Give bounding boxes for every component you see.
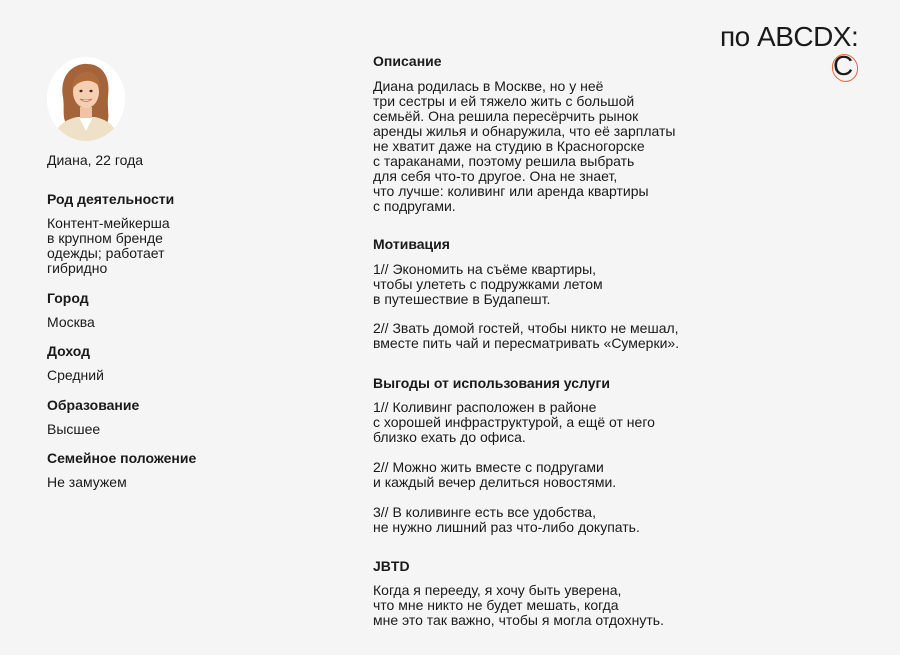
city-value: Москва: [47, 314, 95, 330]
brand-logo: [720, 22, 880, 82]
logo-mark-letter: С: [833, 50, 854, 81]
education-label: Образование: [47, 397, 140, 413]
motivation-item: 2// Звать домой гостей, чтобы никто не мешал, вместе пить чай и пересматривать «Сумерки».: [373, 320, 680, 351]
benefit-item: 1// Коливинг расположен в районе с хорошей инфраструктурой, а ещё от него близко ехать до офиса.: [373, 399, 655, 445]
jbtd-text: Когда я перееду, я хочу быть уверена, что мне никто не будет мешать, когда мне это так важно, чтобы я могла отдохнуть.: [373, 582, 664, 628]
marital-status-value: Не замужем: [47, 474, 127, 490]
occupation-label: Род деятельности: [47, 191, 175, 207]
motivation-title: Мотивация: [373, 236, 450, 252]
logo-mark: [833, 52, 859, 80]
jbtd-title: JBTD: [373, 558, 410, 574]
description-text: Диана родилась в Москве, но у неё три сестры и ей тяжело жить с большой семьёй. Она решила пересёрчить рынок аренды жилья и обнаружила, что её зарплаты не хватит даже на студию в Красногорске с тараканами, поэтому решила выбрать для себя что-то другое. Она не знает, что лучше: коливинг или аренда квартиры с подругами.: [373, 78, 676, 214]
city-label: Город: [47, 290, 89, 306]
benefits-title: Выгоды от использования услуги: [373, 375, 610, 391]
benefit-item: 3// В коливинге есть все удобства, не нужно лишний раз что-либо докупать.: [373, 504, 640, 535]
education-value: Высшее: [47, 421, 101, 437]
description-title: Описание: [373, 53, 442, 69]
persona-name-age: Диана, 22 года: [47, 152, 144, 168]
avatar: [47, 57, 125, 141]
motivation-item: 1// Экономить на съёме квартиры, чтобы улететь с подружками летом в путешествие в Будапешт.: [373, 261, 603, 307]
marital-status-label: Семейное положение: [47, 450, 197, 466]
income-label: Доход: [47, 343, 91, 359]
woman-portrait-icon: [47, 57, 125, 141]
income-value: Средний: [47, 367, 104, 383]
benefit-item: 2// Можно жить вместе с подругами и каждый вечер делиться новостями.: [373, 459, 617, 490]
occupation-value: Контент-мейкерша в крупном бренде одежды; работает гибридно: [47, 215, 170, 276]
logo-text: по ABCDX:: [720, 21, 859, 52]
